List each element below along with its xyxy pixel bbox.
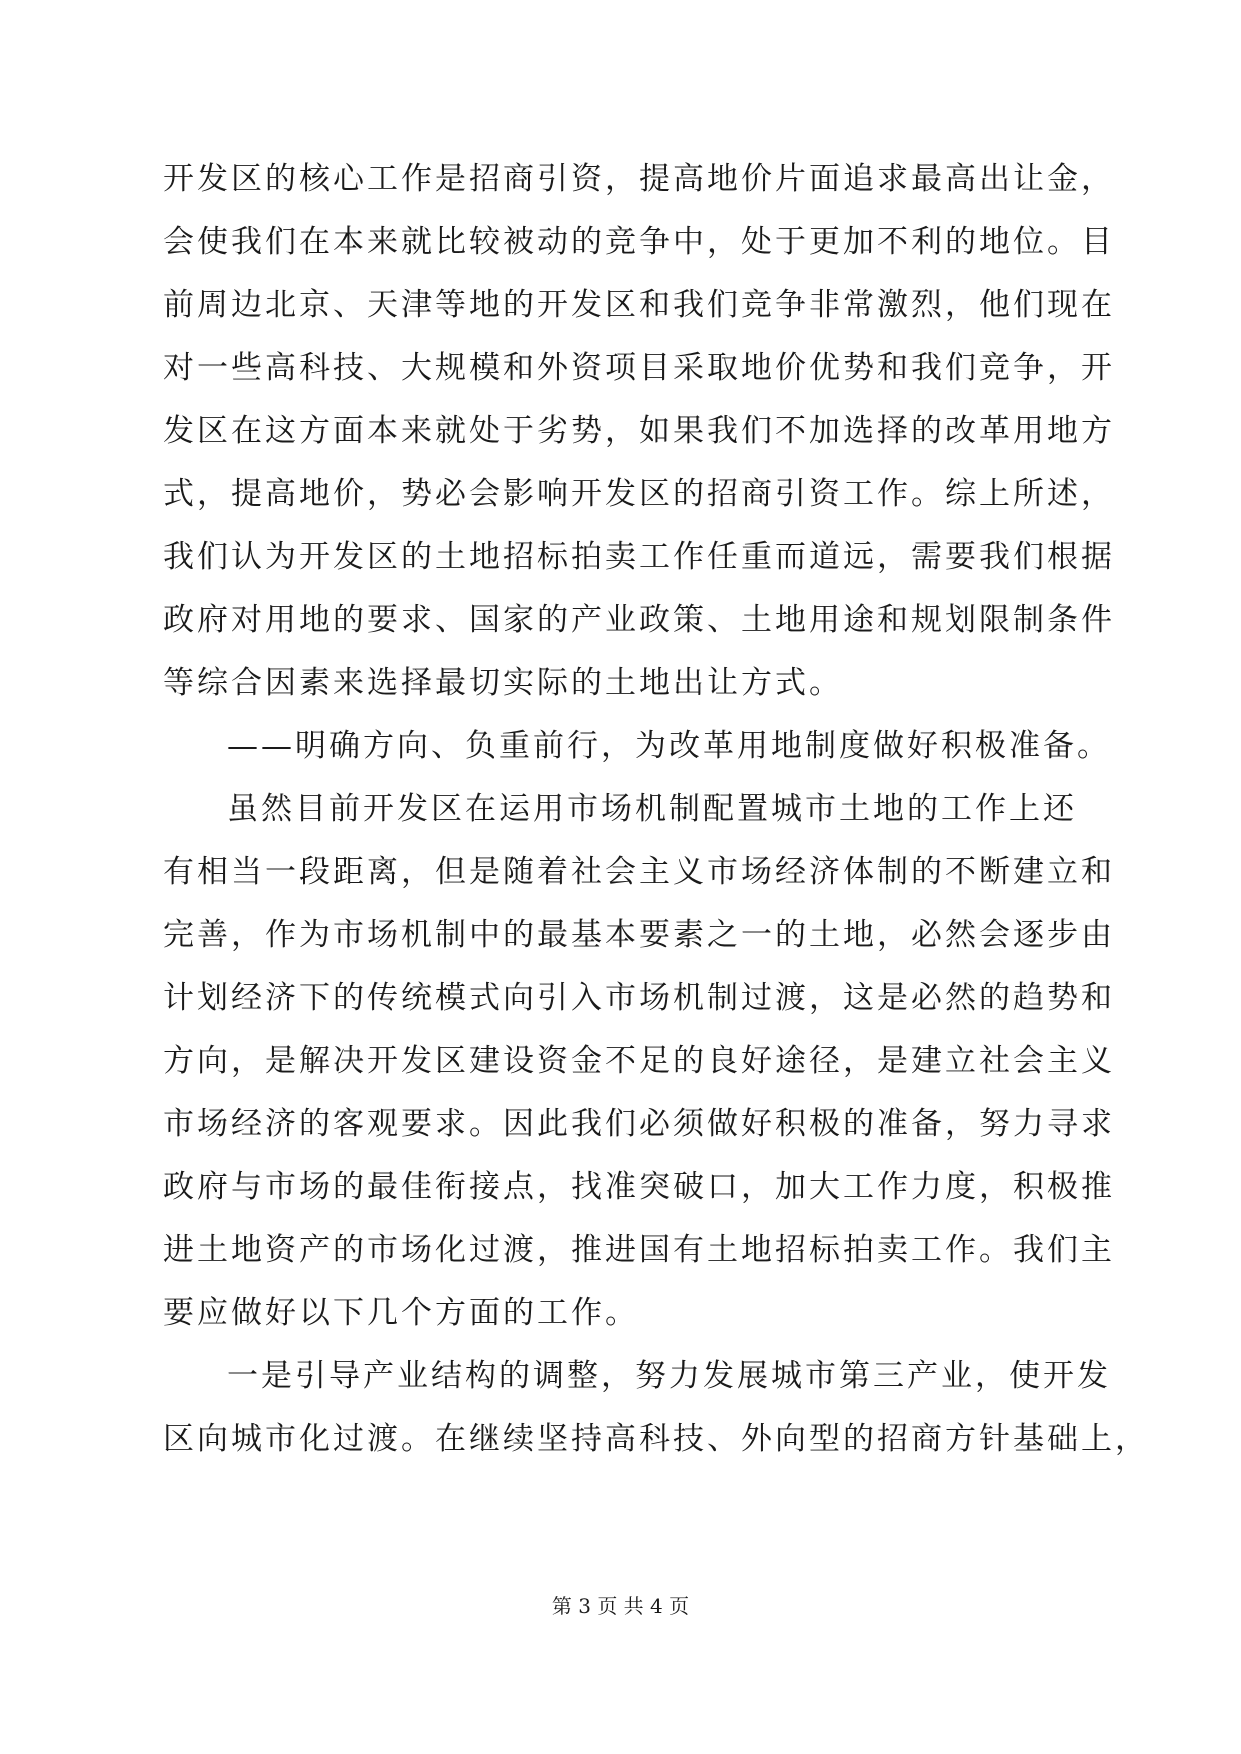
text-line: 虽然目前开发区在运用市场机制配置城市土地的工作上还 [227, 791, 1077, 827]
page-number-label: 第 3 页 共 4 页 [551, 1594, 690, 1618]
text-line: 对一些高科技、大规模和外资项目采取地价优势和我们竞争，开 [163, 350, 1115, 386]
paragraph [163, 148, 1115, 715]
body-text [163, 148, 1149, 1471]
text-line: 发区在这方面本来就处于劣势，如果我们不加选择的改革用地方 [163, 413, 1115, 449]
paragraph [163, 778, 1115, 1345]
section-heading [163, 715, 1111, 778]
text-line: 开发区的核心工作是招商引资，提高地价片面追求最高出让金， [163, 161, 1115, 197]
text-line: 完善，作为市场机制中的最基本要素之一的土地，必然会逐步由 [163, 917, 1115, 953]
text-line: 市场经济的客观要求。因此我们必须做好积极的准备，努力寻求 [163, 1106, 1115, 1142]
text-line: 等综合因素来选择最切实际的土地出让方式。 [163, 665, 843, 701]
text-line: ——明确方向、负重前行，为改革用地制度做好积极准备。 [227, 728, 1111, 764]
text-line: 一是引导产业结构的调整，努力发展城市第三产业，使开发 [227, 1358, 1111, 1394]
text-line: 进土地资产的市场化过渡，推进国有土地招标拍卖工作。我们主 [163, 1232, 1115, 1268]
text-line: 会使我们在本来就比较被动的竞争中，处于更加不利的地位。目 [163, 224, 1115, 260]
text-line: 有相当一段距离，但是随着社会主义市场经济体制的不断建立和 [163, 854, 1115, 890]
text-line: 我们认为开发区的土地招标拍卖工作任重而道远，需要我们根据 [163, 539, 1115, 575]
paragraph [163, 1345, 1149, 1471]
text-line: 式，提高地价，势必会影响开发区的招商引资工作。综上所述， [163, 476, 1115, 512]
text-line: 方向，是解决开发区建设资金不足的良好途径，是建立社会主义 [163, 1043, 1115, 1079]
text-line: 要应做好以下几个方面的工作。 [163, 1295, 639, 1331]
text-line: 政府与市场的最佳衔接点，找准突破口，加大工作力度，积极推 [163, 1169, 1115, 1205]
text-line: 前周边北京、天津等地的开发区和我们竞争非常激烈，他们现在 [163, 287, 1115, 323]
text-line: 计划经济下的传统模式向引入市场机制过渡，这是必然的趋势和 [163, 980, 1115, 1016]
page-footer [0, 1592, 1241, 1620]
text-line: 区向城市化过渡。在继续坚持高科技、外向型的招商方针基础上， [163, 1421, 1149, 1457]
text-line: 政府对用地的要求、国家的产业政策、土地用途和规划限制条件 [163, 602, 1115, 638]
